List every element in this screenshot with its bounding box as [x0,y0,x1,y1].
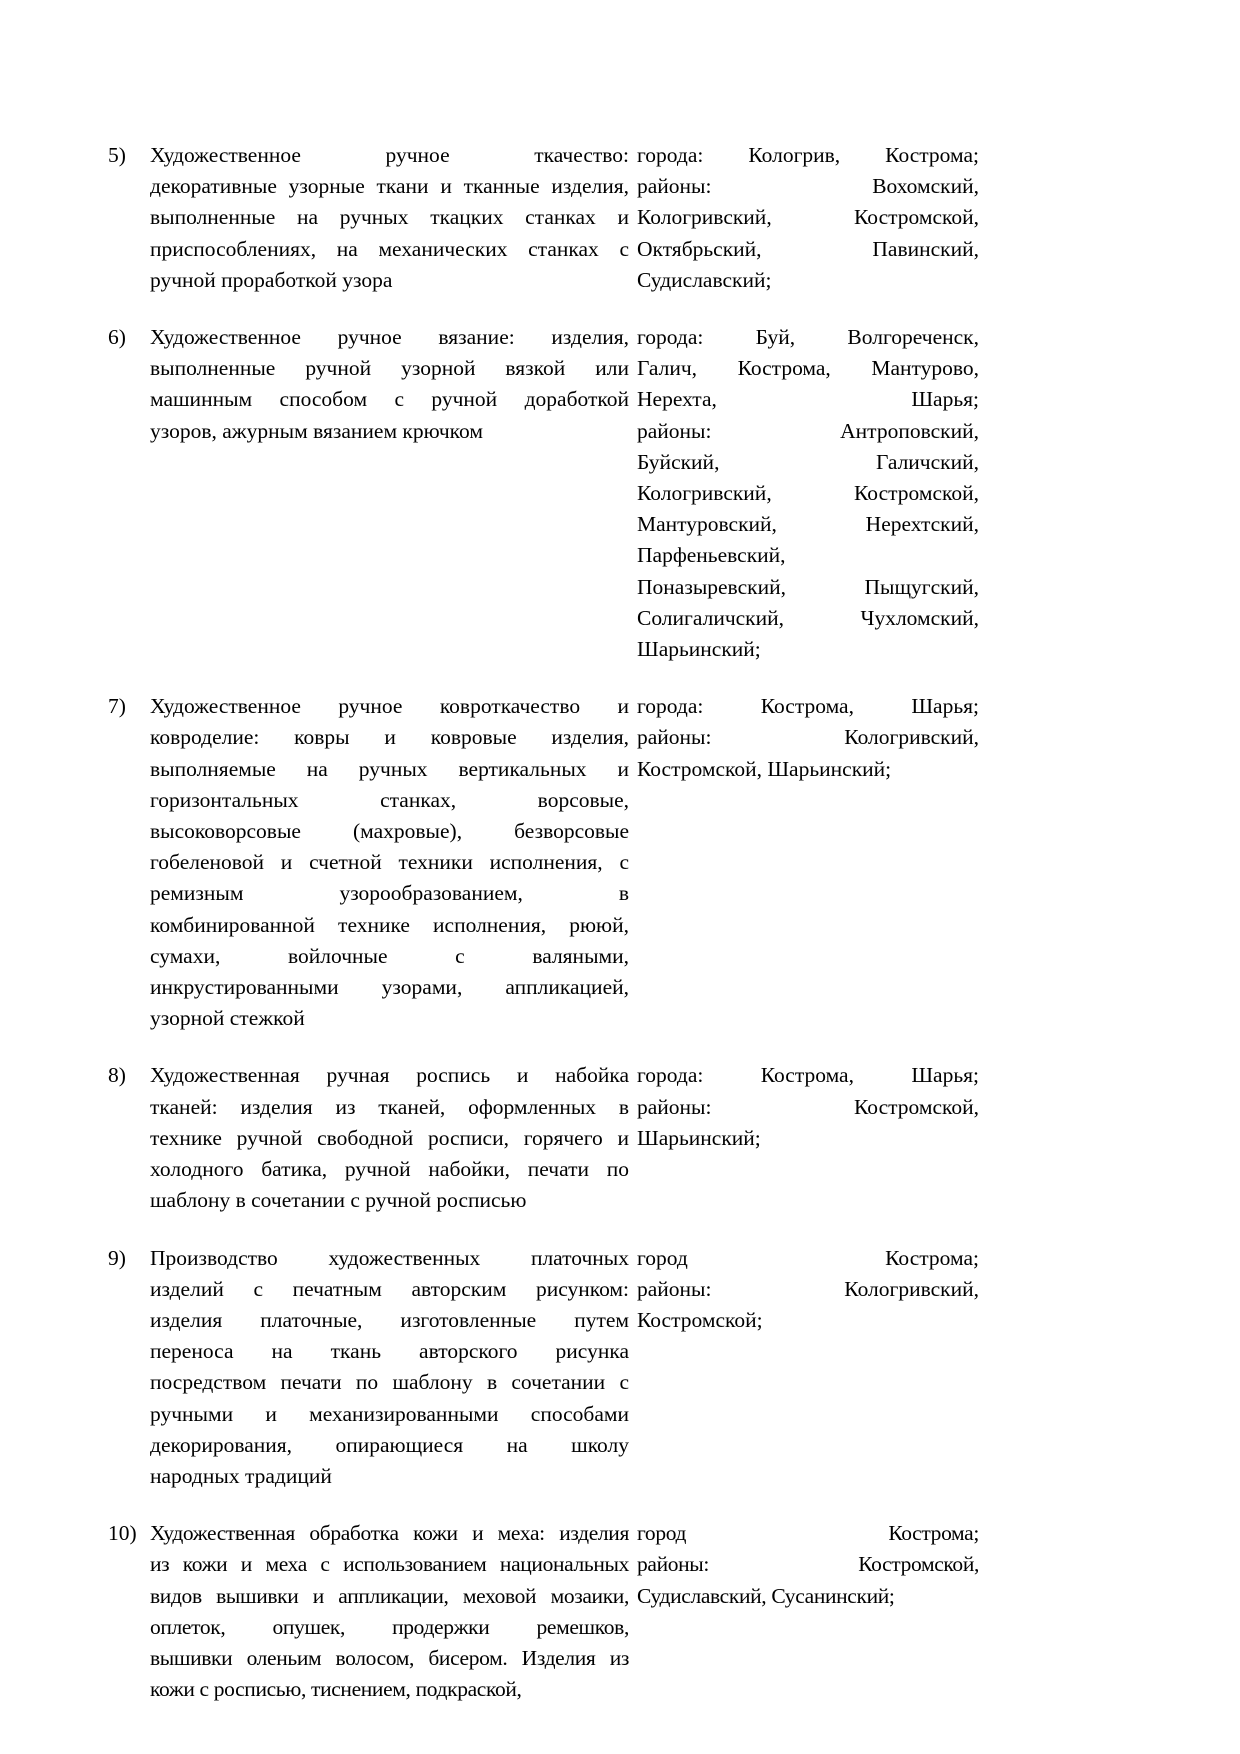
text-line: Мантуровский, Нерехтский, [637,512,979,537]
text-line: изделия платочные, изготовленные путем [150,1307,629,1332]
text-line: узорной стежкой [150,1006,305,1031]
text-line: Кологривский, Костромской, [637,205,979,230]
text-line: города: Кострома, Шарья; [637,694,979,719]
text-line: Парфеньевский, [637,543,786,568]
text-line: Производство художественных платочных [150,1245,629,1270]
text-line: выполненные на ручных ткацких станках и [150,205,629,230]
numbered-list [108,140,988,1705]
list-item [108,1518,988,1705]
text-line: видов вышивки и аппликации, меховой мозаики, [150,1583,629,1608]
text-line: города: Кологрив, Кострома; [637,143,979,167]
list-item [108,1243,988,1493]
text-line: узоров, ажурным вязанием крючком [150,418,483,443]
list-item-marker: 10) [108,1521,137,1546]
text-line: города: Буй, Волгореченск, [637,325,979,350]
text-line: посредством печати по шаблону в сочетании с [150,1370,629,1395]
text-line: Костромской, Шарьинский; [637,756,892,781]
list-item-marker: 9) [108,1245,126,1270]
text-line: сумахи, войлочные с валяными, [150,943,629,968]
text-line: город Кострома; [637,1245,979,1270]
text-line: переноса на ткань авторского рисунка [150,1339,629,1364]
text-line: выполняемые на ручных вертикальных и [150,756,629,781]
text-line: инкрустированными узорами, аппликацией, [150,975,629,1000]
text-line: кожи с росписью, тиснением, подкраской, [150,1677,522,1702]
text-line: высоковорсовые (махровые), безворсовые [150,819,629,844]
craft-description-column [150,1060,637,1216]
text-line: горизонтальных станках, ворсовые, [150,787,629,812]
locations-column [637,691,979,785]
text-line: Шарьинский; [637,637,761,662]
text-line: районы: Кологривский, [637,1276,979,1301]
text-line: Солигаличский, Чухломский, [637,605,979,630]
text-line: районы: Антроповский, [637,418,979,443]
text-line: Поназыревский, Пыщугский, [637,574,979,599]
text-line: гобеленовой и счетной техники исполнения, с [150,850,629,875]
list-item-marker: 8) [108,1063,126,1088]
text-line: приспособлениях, на механических станках с [150,236,629,261]
text-line: тканей: изделия из тканей, оформленных в [150,1094,629,1119]
list-item-marker: 6) [108,325,126,350]
locations-column [637,1518,979,1612]
text-line: Художественная обработка кожи и меха: изделия [150,1521,629,1546]
text-line: Судиславский; [637,267,772,292]
text-line: технике ручной свободной росписи, горячего и [150,1125,629,1150]
list-item [108,691,988,1034]
text-line: ручными и механизированными способами [150,1401,629,1426]
list-item-marker: 7) [108,694,126,719]
text-line: Костромской; [637,1307,763,1332]
text-line: Кологривский, Костромской, [637,481,979,506]
text-line: изделий с печатным авторским рисунком: [150,1276,629,1301]
craft-description-column [150,1518,637,1705]
text-line: Нерехта, Шарья; [637,387,979,412]
text-line: вышивки оленьим волосом, бисером. Изделия из [150,1645,629,1670]
text-line: районы: Вохомский, [637,174,979,199]
text-line: Художественная ручная роспись и набойка [150,1063,629,1088]
text-line: Буйский, Галичский, [637,449,979,474]
text-line: районы: Костромской, [637,1552,979,1577]
text-line: народных традиций [150,1463,332,1488]
craft-description-column [150,691,637,1034]
text-line: районы: Кологривский, [637,725,979,750]
craft-description-column [150,140,637,296]
craft-description-column [150,1243,637,1493]
text-line: ковроделие: ковры и ковровые изделия, [150,725,629,750]
text-line: оплеток, опушек, продержки ремешков, [150,1614,629,1639]
text-line: комбинированной технике исполнения, рююй, [150,912,629,937]
text-line: из кожи и меха с использованием национальных [150,1552,629,1577]
text-line: Галич, Кострома, Мантурово, [637,356,979,381]
text-line: Судиславский, Сусанинский; [637,1583,895,1608]
text-line: машинным способом с ручной доработкой [150,387,629,412]
text-line: Художественное ручное ковроткачество и [150,694,629,719]
locations-column [637,1060,979,1154]
locations-column [637,140,979,296]
list-item [108,1060,988,1216]
craft-description-column [150,322,637,447]
text-line: ремизным узорообразованием, в [150,881,629,906]
text-line: декоративные узорные ткани и тканные изделия, [150,174,629,199]
text-line: выполненные ручной узорной вязкой или [150,356,629,381]
list-item-marker: 5) [108,143,126,167]
text-line: холодного батика, ручной набойки, печати по [150,1157,629,1182]
locations-column [637,1243,979,1337]
locations-column [637,322,979,665]
text-line: города: Кострома, Шарья; [637,1063,979,1088]
text-line: декорирования, опирающиеся на школу [150,1432,629,1457]
text-line: Художественное ручное вязание: изделия, [150,325,629,350]
text-line: Шарьинский; [637,1125,761,1150]
text-line: районы: Костромской, [637,1094,979,1119]
list-item [108,140,988,296]
text-line: Художественное ручное ткачество: [150,143,629,167]
text-line: город Кострома; [637,1521,979,1546]
text-line: Октябрьский, Павинский, [637,236,979,261]
text-line: шаблону в сочетании с ручной росписью [150,1188,527,1213]
text-line: ручной проработкой узора [150,267,393,292]
list-item [108,322,988,665]
